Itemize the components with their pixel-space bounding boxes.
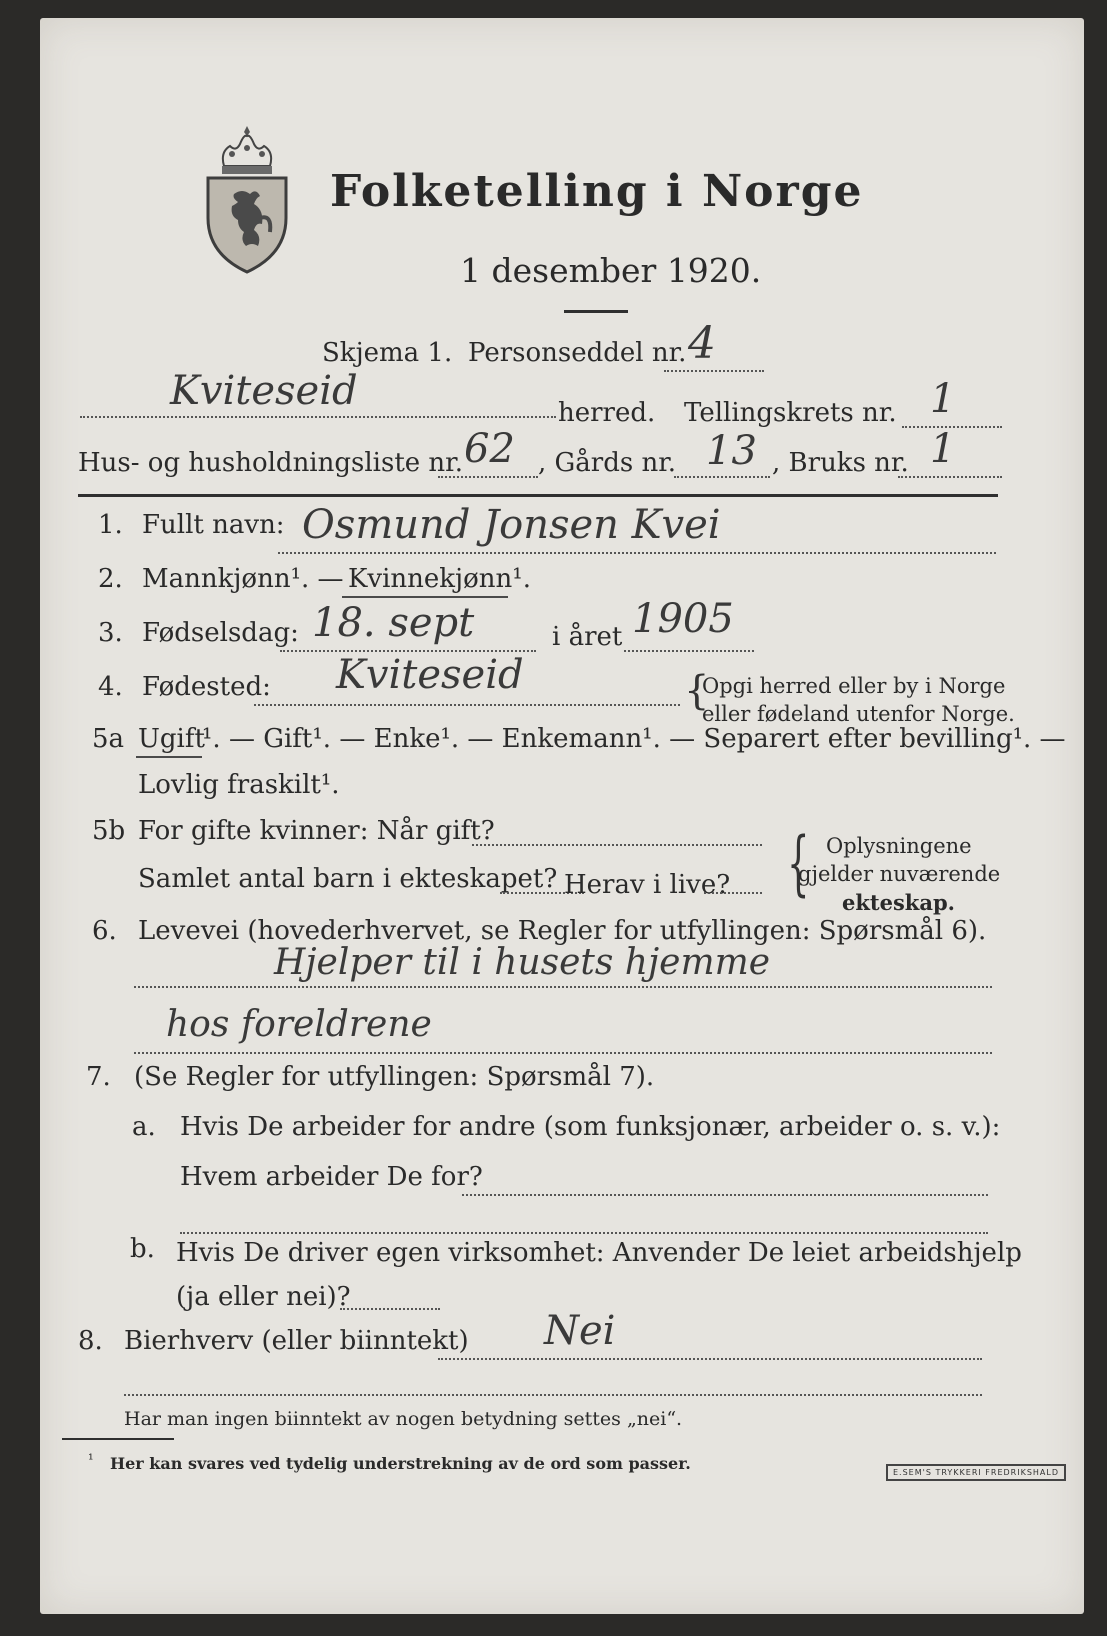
gards-label: , Gårds nr. [538,448,677,478]
q2-female-option[interactable]: Kvinnekjønn¹. [348,564,531,594]
q4-note-line2: eller fødeland utenfor Norge. [702,702,1015,726]
birthday-value[interactable]: 18. sept [312,600,475,646]
census-date: 1 desember 1920. [460,251,762,290]
schema-label: Skjema 1. [322,338,453,368]
q5a-unmarried-option[interactable]: Ugift [138,724,205,754]
footnote-rule [62,1438,174,1440]
census-form-page [40,18,1084,1614]
birth-year-value[interactable]: 1905 [632,596,734,642]
q7-label: (Se Regler for utfyllingen: Spørsmål 7). [134,1062,655,1092]
form-title: Folketelling i Norge [330,166,864,217]
q4-note-line1: Opgi herred eller by i Norge [702,674,1006,698]
q3-year-label: i året [552,622,623,652]
q1-number: 1. [98,510,123,540]
q8-number: 8. [78,1326,103,1356]
q7b-label-line2: (ja eller nei)? [176,1282,351,1312]
q7a-label-line2: Hvem arbeider De for? [180,1162,483,1192]
personseddel-label: Personseddel nr. [468,338,687,368]
side-income-value[interactable]: Nei [544,1308,616,1354]
q4-note-brace: { [684,668,710,714]
hus-value[interactable]: 62 [464,426,515,472]
q5b-number: 5b [92,816,126,846]
hus-label: Hus- og husholdningsliste nr. [78,448,464,478]
q2-male-option[interactable]: Mannkjønn¹. — [142,564,344,594]
q2-number: 2. [98,564,123,594]
tellingskrets-value[interactable]: 1 [930,376,956,422]
q3-label: Fødselsdag: [142,618,299,648]
q5b-note-brace: { [787,822,810,904]
q7a-number: a. [132,1112,156,1142]
footer-note: Har man ingen biinntekt av nogen betydning settes „nei“. [124,1408,683,1430]
q6-label: Levevei (hovederhvervet, se Regler for utfyllingen: Spørsmål 6). [138,916,987,946]
q7-number: 7. [86,1062,111,1092]
q5b-note-line3: ekteskap. [842,890,955,915]
q4-number: 4. [98,672,123,702]
q4-label: Fødested: [142,672,271,702]
female-underline-mark [342,596,508,598]
q5b-note-line1: Oplysningene [826,834,972,858]
occupation-value-line1[interactable]: Hjelper til i husets hjemme [274,942,771,983]
tellingskrets-label: Tellingskrets nr. [684,398,897,428]
q5a-number: 5a [92,724,125,754]
full-name-value[interactable]: Osmund Jonsen Kvei [302,502,721,548]
gards-value[interactable]: 13 [706,428,757,474]
q5b-alive-label: Herav i live? [564,870,731,900]
occupation-value-line2[interactable]: hos foreldrene [166,1004,432,1045]
bruks-value[interactable]: 1 [930,426,956,472]
title-divider [564,310,628,313]
q7b-label-line1: Hvis De driver egen virksomhet: Anvender De leiet arbeidshjelp [176,1238,1022,1268]
bruks-label: , Bruks nr. [772,448,909,478]
q7b-number: b. [130,1234,155,1264]
q7a-label-line1: Hvis De arbeider for andre (som funksjonær, arbeider o. s. v.): [180,1112,1001,1142]
personseddel-value[interactable]: 4 [688,318,716,369]
birthplace-value[interactable]: Kviteseid [336,652,524,698]
header-rule [78,494,998,497]
footnote-mark: ¹ [88,1452,94,1468]
q6-number: 6. [92,916,117,946]
q5b-children-label: Samlet antal barn i ekteskapet? [138,864,558,894]
coat-of-arms-icon [204,122,290,274]
q1-label: Fullt navn: [142,510,285,540]
q5a-other-options[interactable]: ¹. — Gift¹. — Enke¹. — Enkemann¹. — Separert efter bevilling¹. — [202,724,1066,754]
q5b-when-married-label: For gifte kvinner: Når gift? [138,816,495,846]
herred-label: herred. [558,398,656,428]
q3-number: 3. [98,618,123,648]
q5a-divorced-option[interactable]: Lovlig fraskilt¹. [138,770,340,800]
q5b-note-line2: gjelder nuværende [798,862,1001,886]
herred-value[interactable]: Kviteseid [170,368,358,414]
footnote-text: Her kan svares ved tydelig understrekning av de ord som passer. [110,1454,691,1473]
printer-stamp: E.SEM'S TRYKKERI FREDRIKSHALD [886,1464,1066,1481]
q8-label: Bierhverv (eller biinntekt) [124,1326,469,1356]
unmarried-underline-mark [136,756,202,758]
